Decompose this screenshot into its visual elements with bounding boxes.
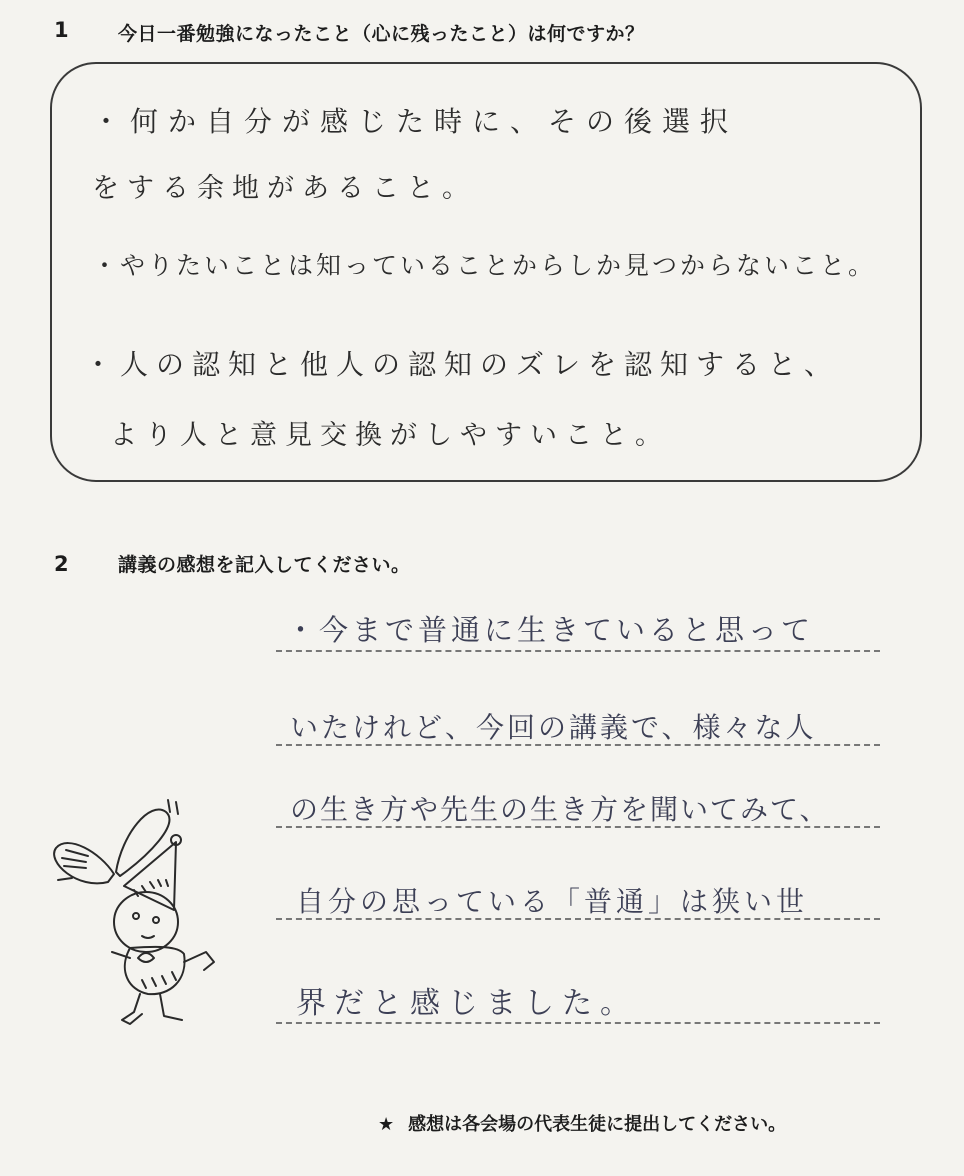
star-icon: ★ bbox=[378, 1114, 395, 1135]
q2-answer-line-2: いたけれど、今回の講義で、様々な人 bbox=[290, 711, 817, 744]
footer-text: 感想は各会場の代表生徒に提出してください。 bbox=[408, 1114, 787, 1135]
q2-answer-line-4: 自分の思っている「普通」は狭い世 bbox=[296, 885, 809, 918]
answer-dotted-line-5 bbox=[276, 1022, 880, 1024]
q2-answer-line-1: ・今まで普通に生きていると思って bbox=[286, 613, 815, 647]
q1-answer-line-2: をする余地があること。 bbox=[92, 173, 477, 204]
q1-answer-line-5: より人と意見交換がしやすいこと。 bbox=[110, 420, 670, 451]
character-doodle-illustration bbox=[38, 790, 268, 1030]
q2-answer-line-3: の生き方や先生の生き方を聞いてみて、 bbox=[290, 793, 830, 826]
q1-answer-line-3: ・やりたいことは知っていることからしか見つからないこと。 bbox=[92, 251, 877, 280]
q1-answer-line-1: ・何か自分が感じた時に、その後選択 bbox=[92, 105, 739, 138]
q1-answer-line-4: ・人の認知と他人の認知のズレを認知すると、 bbox=[84, 348, 841, 381]
footer-instruction bbox=[378, 1110, 786, 1136]
answer-dotted-line-1 bbox=[276, 650, 880, 652]
question-1-text: 今日一番勉強になったこと（心に残ったこと）は何ですか？ bbox=[118, 23, 645, 45]
question-2-text: 講義の感想を記入してください。 bbox=[118, 554, 411, 576]
q2-answer-line-5: 界だと感じました。 bbox=[296, 986, 638, 1021]
question-1-number: 1 bbox=[54, 18, 69, 42]
question-2-number: 2 bbox=[54, 552, 69, 576]
